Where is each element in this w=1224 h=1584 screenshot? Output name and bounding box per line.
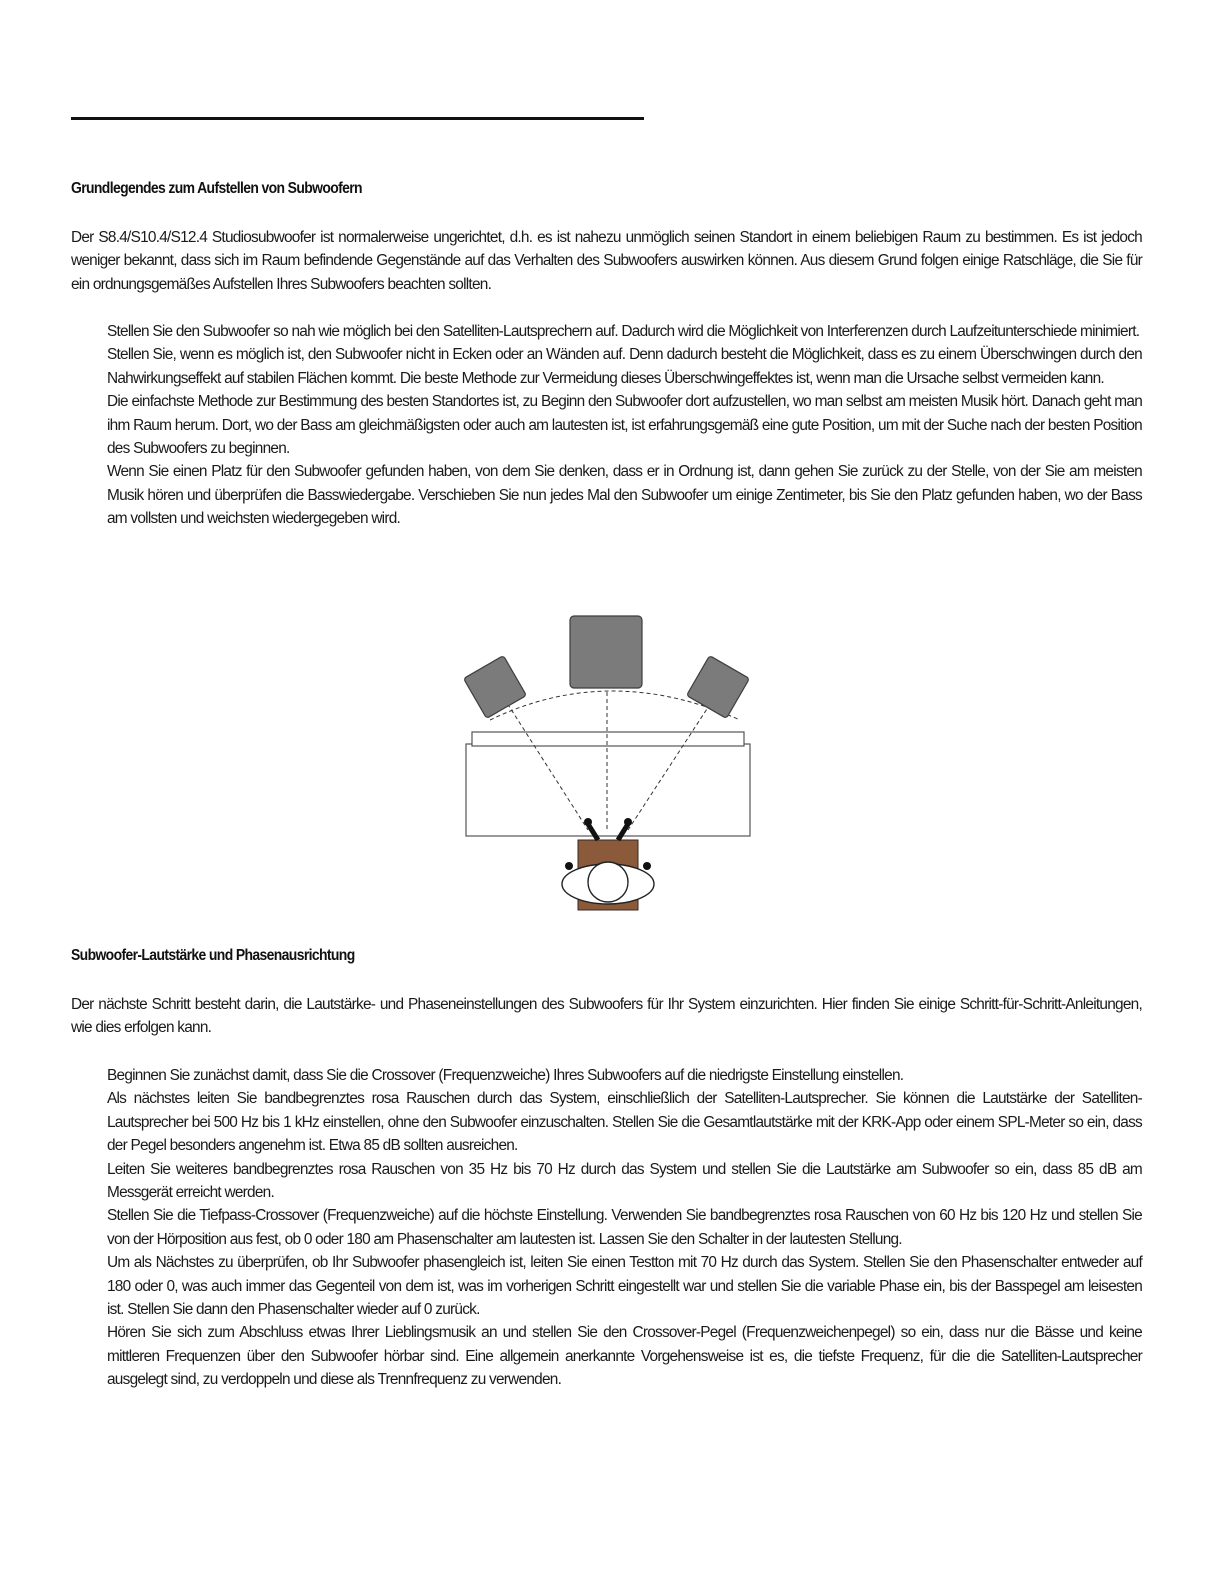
section-heading-placement: Grundlegendes zum Aufstellen von Subwoofern [71, 180, 362, 197]
list-item: Stellen Sie, wenn es möglich ist, den Subwoofer nicht in Ecken oder an Wänden auf. Denn dadurch besteht die Möglichkeit, dass es zu einem Überschwingen durch den Nahwirkungseffekt auf stabilen Flächen kommt. Die beste Methode zur Vermeidung dieses Überschwingeffektes ist, wenn man die Ursache selbst vermeiden kann. [107, 346, 1142, 387]
list-item: Stellen Sie die Tiefpass-Crossover (Frequenzweiche) auf die höchste Einstellung. Verwenden Sie bandbegrenztes rosa Rauschen von 60 Hz bis 120 Hz und stellen Sie von der Hörposition aus fest, ob 0 oder 180 am Phasenschalter am lautesten ist. Lassen Sie den Schalter in der lautesten Stellung. [107, 1207, 1142, 1248]
desk-surface [466, 744, 750, 836]
placement-intro-paragraph: Der S8.4/S10.4/S12.4 Studiosubwoofer ist normalerweise ungerichtet, d.h. es ist nahezu unmöglich seinen Standort in einem beliebigen Raum zu bestimmen. Es ist jedoch weniger bekannt, dass sich im Raum befindende Gegenstände auf das Verhalten des Subwoofers auswirken können. Aus diesem Grund folgen einige Ratschläge, die Sie für ein ordnungsgemäßes Aufstellen Ihres Subwoofers beachten sollten. [71, 229, 1142, 293]
level-phase-steps-list [107, 1064, 1142, 1392]
placement-tips-list [107, 320, 1142, 531]
list-item: Die einfachste Methode zur Bestimmung des besten Standortes ist, zu Beginn den Subwoofer dort aufzustellen, wo man selbst am meisten Musik hört. Danach geht man ihm Raum herum. Dort, wo der Bass am gleichmäßigsten oder auch am lautesten ist, ist erfahrungsgemäß eine gute Position, um mit der Suche nach der besten Position des Subwoofers zu beginnen. [107, 393, 1142, 458]
list-item: Stellen Sie den Subwoofer so nah wie möglich bei den Satelliten-Lautsprechern auf. Dadurch wird die Möglichkeit von Interferenzen durch Laufzeitunterschiede minimiert. [107, 323, 1140, 340]
list-item: Leiten Sie weiteres bandbegrenztes rosa Rauschen von 35 Hz bis 70 Hz durch das System und stellen Sie die Lautstärke am Subwoofer so ein, dass 85 dB am Messgerät erreicht werden. [107, 1160, 1142, 1202]
list-item: Wenn Sie einen Platz für den Subwoofer gefunden haben, von dem Sie denken, dass er in Ordnung ist, dann gehen Sie zurück zu der Stelle, von der Sie am meisten Musik hören und überprüfen die Basswiedergabe. Verschieben Sie nun jedes Mal den Subwoofer um einige Zentimeter, bis Sie den Platz gefunden haben, wo der Bass am vollsten und weichsten wiedergegeben wird. [107, 463, 1142, 528]
section-heading-level-phase: Subwoofer-Lautstärke und Phasenausrichtung [71, 947, 355, 964]
listener-head [588, 862, 628, 902]
right-satellite-speaker [687, 656, 750, 719]
header-rule [71, 117, 644, 120]
desk-shelf [472, 732, 744, 746]
subwoofer [570, 616, 642, 688]
list-item: Um als Nächstes zu überprüfen, ob Ihr Subwoofer phasengleich ist, leiten Sie einen Testton mit 70 Hz durch das System. Stellen Sie den Phasenschalter entweder auf 180 oder 0, was auch immer das Gegenteil von dem ist, was im vorherigen Schritt eingestellt war und stellen Sie die variable Phase ein, bis der Basspegel am leisesten ist. Stellen Sie dann den Phasenschalter wieder auf 0 zurück. [107, 1254, 1142, 1319]
list-item: Hören Sie sich zum Abschluss etwas Ihrer Lieblingsmusik an und stellen Sie den Crossover-Pegel (Frequenzweichenpegel) so ein, dass nur die Bässe und keine mittleren Frequenzen über den Subwoofer hörbar sind. Eine allgemein anerkannte Vorgehensweise ist es, die tiefste Frequenz, für die die Satelliten-Lautsprecher ausgelegt sind, zu verdoppeln und diese als Trennfrequenz zu verwenden. [107, 1324, 1142, 1389]
speaker-placement-diagram [460, 612, 760, 912]
list-item: Als nächstes leiten Sie bandbegrenztes rosa Rauschen durch das System, einschließlich der Satelliten-Lautsprecher. Sie können die Lautstärke der Satelliten-Lautsprecher bei 500 Hz bis 1 kHz einstellen, ohne den Subwoofer einzuschalten. Stellen Sie die Gesamtlautstärke mit der KRK-App oder einem SPL-Meter so ein, dass der Pegel besonders angenehm ist. Etwa 85 dB sollten ausreichen. [107, 1090, 1142, 1155]
level-phase-intro-paragraph: Der nächste Schritt besteht darin, die Lautstärke- und Phaseneinstellungen des Subwoofers für Ihr System einzurichten. Hier finden Sie einige Schritt-für-Schritt-Anleitungen, wie dies erfolgen kann. [71, 996, 1142, 1037]
list-item: Beginnen Sie zunächst damit, dass Sie die Crossover (Frequenzweiche) Ihres Subwoofers auf die niedrigste Einstellung einstellen. [107, 1067, 904, 1084]
